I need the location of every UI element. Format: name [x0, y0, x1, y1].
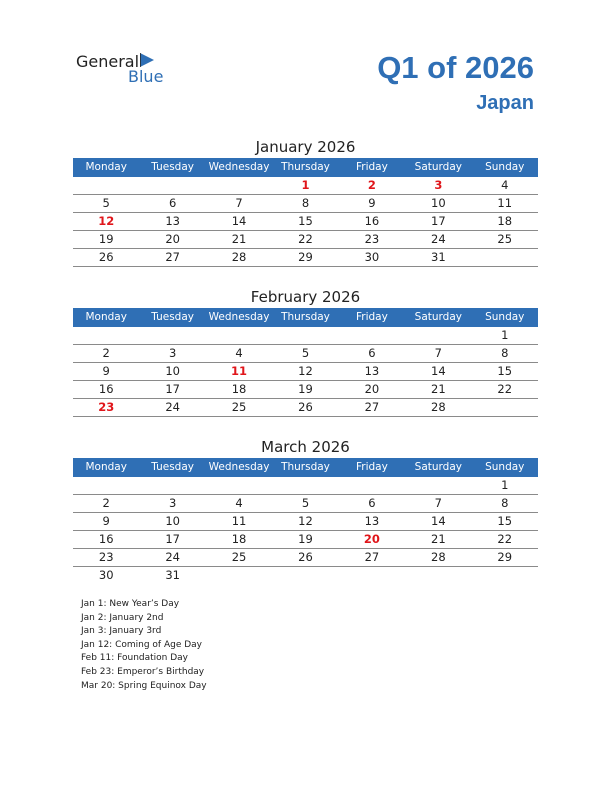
- weekday-header: [73, 458, 538, 477]
- day-cell: 22: [497, 382, 513, 396]
- calendar-march: [73, 436, 538, 584]
- week-row: [73, 213, 538, 231]
- day-cell: 7: [434, 346, 442, 360]
- week-row: [73, 231, 538, 249]
- logo-word-general: General: [76, 52, 140, 71]
- day-cell: 5: [301, 346, 310, 360]
- weekday-label: Monday: [85, 161, 127, 173]
- day-cell: 8: [301, 196, 310, 210]
- day-cell: 9: [368, 196, 376, 210]
- day-cell: 6: [368, 346, 376, 360]
- day-cell: [206, 327, 272, 344]
- page-title: Q1 of 2026: [377, 50, 534, 85]
- weekday-label: Wednesday: [208, 161, 270, 173]
- week-row: [73, 567, 538, 584]
- weekday-label: Tuesday: [151, 311, 194, 323]
- day-cell: 30: [98, 568, 114, 582]
- holiday-note: Jan 1: New Year’s Day: [81, 599, 180, 609]
- weekday-label: Friday: [355, 461, 388, 473]
- day-cell: 3: [434, 178, 443, 192]
- day-cell: 9: [102, 514, 110, 528]
- day-cell: 27: [165, 250, 180, 264]
- day-cell: 11: [231, 364, 248, 378]
- month-title: January 2026: [255, 138, 356, 156]
- holiday-list: [81, 598, 207, 693]
- day-cell: [339, 327, 405, 344]
- day-cell: 6: [168, 196, 177, 210]
- day-cell: 1: [301, 178, 310, 192]
- day-cell: 18: [497, 214, 513, 228]
- weekday-label: Monday: [85, 461, 127, 473]
- day-cell: 26: [98, 250, 114, 264]
- day-cell: 23: [364, 232, 380, 246]
- day-cell: 12: [298, 364, 313, 378]
- brand-logo: [76, 52, 176, 92]
- weekday-label: Sunday: [485, 161, 525, 173]
- day-cell: [139, 177, 205, 194]
- day-cell: 10: [165, 514, 180, 528]
- day-cell: [73, 327, 139, 344]
- day-cell: 24: [431, 232, 446, 246]
- weekday-label: Sunday: [485, 311, 525, 323]
- day-cell: 25: [231, 400, 247, 414]
- weekday-label: Thursday: [281, 461, 330, 473]
- day-cell: 24: [165, 400, 180, 414]
- day-cell: 13: [364, 514, 380, 528]
- day-cell: 30: [364, 250, 380, 264]
- day-cell: 23: [98, 400, 115, 414]
- day-cell: 3: [168, 496, 177, 510]
- day-cell: 17: [165, 532, 180, 546]
- holiday-note: Feb 11: Foundation Day: [81, 653, 189, 664]
- week-row: [73, 513, 538, 531]
- weekday-label: Friday: [355, 311, 388, 323]
- day-cell: [472, 249, 538, 266]
- day-cell: 5: [102, 196, 110, 210]
- day-cell: 8: [501, 496, 509, 510]
- day-cell: 27: [364, 400, 380, 414]
- day-cell: [139, 477, 205, 494]
- holiday-note: Feb 23: Emperor’s Birthday: [81, 666, 205, 677]
- weeks: [73, 177, 538, 267]
- week-row: [73, 327, 538, 345]
- day-cell: 27: [364, 550, 380, 564]
- day-cell: 13: [165, 214, 180, 228]
- holiday-note: Jan 3: January 3rd: [81, 626, 162, 637]
- day-cell: 16: [98, 532, 114, 546]
- day-cell: 24: [165, 550, 180, 564]
- day-cell: 8: [501, 346, 509, 360]
- day-cell: 4: [501, 178, 509, 192]
- day-cell: 7: [235, 196, 243, 210]
- week-row: [73, 195, 538, 213]
- day-cell: 17: [165, 382, 180, 396]
- day-cell: 23: [98, 550, 114, 564]
- day-cell: [272, 477, 338, 494]
- day-cell: 15: [298, 214, 313, 228]
- day-cell: [206, 177, 272, 194]
- weekday-label: Sunday: [485, 461, 525, 473]
- week-row: [73, 345, 538, 363]
- weekday-label: Saturday: [414, 161, 462, 173]
- day-cell: 19: [298, 382, 313, 396]
- day-cell: 14: [431, 514, 446, 528]
- weekday-label: Tuesday: [151, 461, 194, 473]
- day-cell: 14: [431, 364, 446, 378]
- day-cell: 2: [102, 496, 110, 510]
- week-row: [73, 399, 538, 417]
- holiday-note: Jan 2: January 2nd: [81, 612, 164, 623]
- day-cell: [73, 477, 139, 494]
- month-title: March 2026: [261, 438, 350, 456]
- day-cell: 11: [497, 196, 513, 210]
- day-cell: 21: [231, 232, 247, 246]
- weeks: [73, 477, 538, 584]
- weeks: [73, 327, 538, 417]
- day-cell: 22: [497, 532, 513, 546]
- day-cell: 14: [231, 214, 247, 228]
- day-cell: 25: [231, 550, 247, 564]
- day-cell: 16: [98, 382, 114, 396]
- day-cell: 17: [431, 214, 446, 228]
- day-cell: 20: [165, 232, 180, 246]
- week-row: [73, 531, 538, 549]
- day-cell: [472, 567, 538, 584]
- day-cell: 29: [298, 250, 313, 264]
- day-cell: 4: [235, 346, 243, 360]
- day-cell: [206, 477, 272, 494]
- day-cell: 28: [431, 550, 446, 564]
- holiday-note: Jan 12: Coming of Age Day: [81, 639, 202, 650]
- day-cell: 29: [497, 550, 513, 564]
- day-cell: 5: [301, 496, 310, 510]
- day-cell: [339, 477, 405, 494]
- logo-word-blue: Blue: [128, 67, 164, 86]
- week-row: [73, 381, 538, 399]
- logo-flag-icon: [140, 53, 154, 67]
- day-cell: [405, 477, 471, 494]
- day-cell: 19: [298, 532, 313, 546]
- week-row: [73, 549, 538, 567]
- day-cell: 21: [431, 532, 446, 546]
- weekday-label: Wednesday: [208, 311, 270, 323]
- day-cell: 1: [501, 478, 509, 492]
- day-cell: [272, 327, 338, 344]
- day-cell: [139, 327, 205, 344]
- day-cell: 28: [231, 250, 247, 264]
- holiday-note: Mar 20: Spring Equinox Day: [81, 680, 207, 691]
- weekday-label: Monday: [85, 311, 127, 323]
- weekday-label: Wednesday: [208, 461, 270, 473]
- day-cell: 16: [364, 214, 380, 228]
- day-cell: 18: [231, 382, 247, 396]
- day-cell: 3: [168, 346, 177, 360]
- day-cell: 15: [497, 514, 513, 528]
- day-cell: [472, 399, 538, 416]
- day-cell: 31: [165, 568, 180, 582]
- day-cell: [206, 567, 272, 584]
- day-cell: 10: [431, 196, 446, 210]
- weekday-header: [73, 308, 538, 327]
- day-cell: [272, 567, 338, 584]
- day-cell: 20: [364, 382, 380, 396]
- weekday-label: Thursday: [281, 311, 330, 323]
- day-cell: 6: [368, 496, 376, 510]
- day-cell: 25: [497, 232, 513, 246]
- day-cell: 10: [165, 364, 180, 378]
- day-cell: 26: [298, 400, 313, 414]
- day-cell: 12: [98, 214, 115, 228]
- day-cell: [73, 177, 139, 194]
- day-cell: 4: [235, 496, 243, 510]
- day-cell: [339, 567, 405, 584]
- day-cell: [405, 567, 471, 584]
- day-cell: 13: [364, 364, 380, 378]
- weekday-label: Tuesday: [151, 161, 194, 173]
- calendar-january: [73, 136, 538, 267]
- calendar-february: [73, 286, 538, 417]
- week-row: [73, 363, 538, 381]
- weekday-label: Thursday: [281, 161, 330, 173]
- weekday-label: Friday: [355, 161, 388, 173]
- week-row: [73, 177, 538, 195]
- weekday-label: Saturday: [414, 311, 462, 323]
- day-cell: 19: [98, 232, 114, 246]
- day-cell: 28: [431, 400, 446, 414]
- day-cell: 12: [298, 514, 313, 528]
- day-cell: 18: [231, 532, 247, 546]
- country-label: Japan: [476, 92, 534, 114]
- month-title: February 2026: [250, 288, 361, 306]
- day-cell: 20: [363, 532, 380, 546]
- weekday-label: Saturday: [414, 461, 462, 473]
- day-cell: 22: [298, 232, 313, 246]
- week-row: [73, 495, 538, 513]
- day-cell: 2: [367, 178, 376, 192]
- day-cell: 11: [231, 514, 247, 528]
- week-row: [73, 477, 538, 495]
- day-cell: 9: [102, 364, 110, 378]
- day-cell: 31: [431, 250, 446, 264]
- day-cell: 2: [102, 346, 110, 360]
- day-cell: 26: [298, 550, 313, 564]
- day-cell: 1: [501, 328, 509, 342]
- week-row: [73, 249, 538, 267]
- weekday-header: [73, 158, 538, 177]
- day-cell: 21: [431, 382, 446, 396]
- day-cell: [405, 327, 471, 344]
- day-cell: 7: [434, 496, 442, 510]
- day-cell: 15: [497, 364, 513, 378]
